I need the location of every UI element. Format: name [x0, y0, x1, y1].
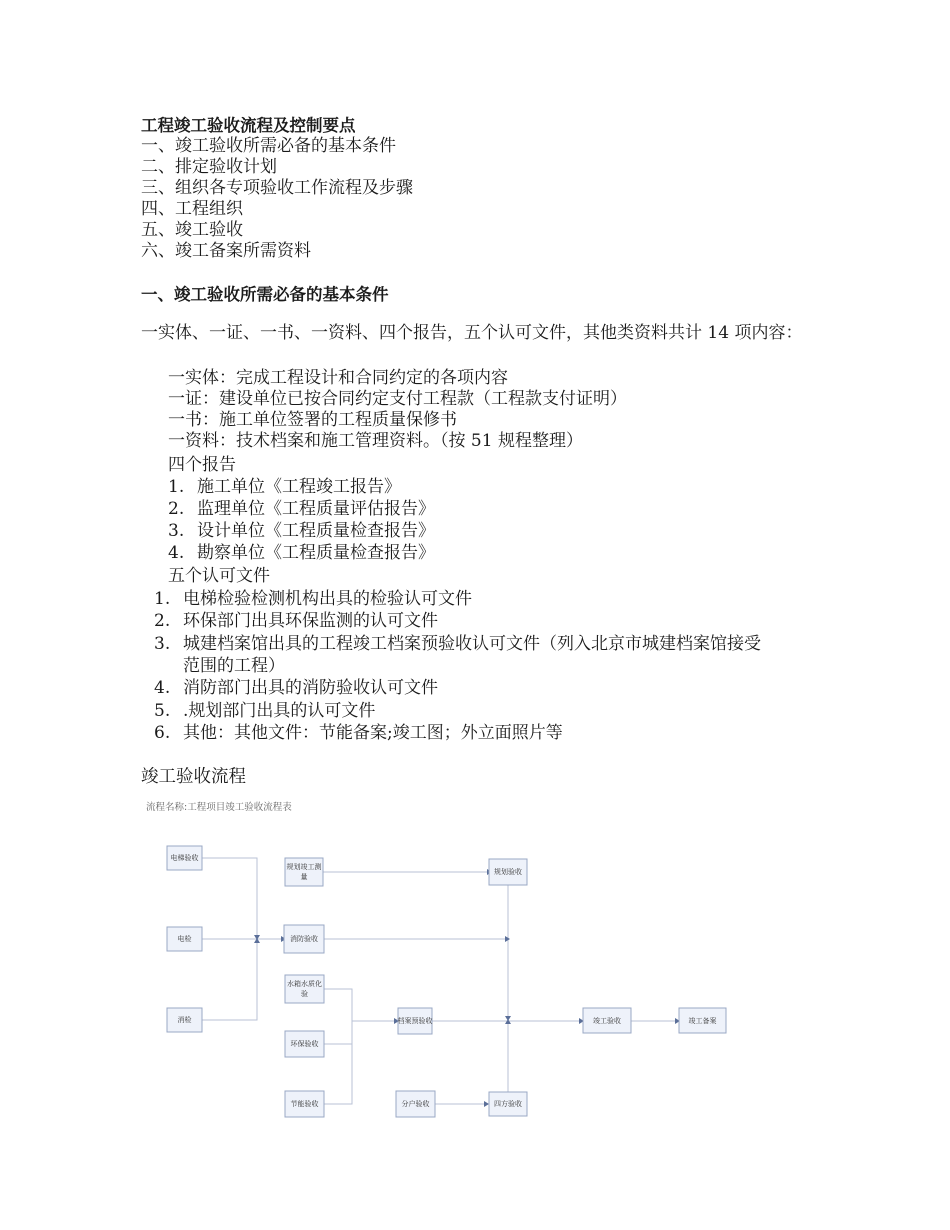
svg-text:水箱水质化: 水箱水质化 [287, 980, 322, 988]
svg-text:竣工验收: 竣工验收 [593, 1017, 621, 1025]
node-fire-inspection [167, 1008, 202, 1032]
svg-text:四方验收: 四方验收 [494, 1100, 522, 1108]
list-number: 5. [154, 701, 171, 721]
section-heading: 一、竣工验收所需必备的基本条件 [141, 285, 389, 304]
node-planning-survey [285, 858, 323, 886]
toc-item: 二、排定验收计划 [141, 157, 277, 177]
condition-item: 一证：建设单位已按合同约定支付工程款（工程款支付证明） [168, 389, 627, 409]
list-number: 3. [154, 634, 171, 654]
list-number: 4. [154, 678, 171, 698]
permit-item: 其他：其他文件：节能备案;竣工图；外立面照片等 [183, 723, 563, 743]
svg-text:电梯验收: 电梯验收 [170, 854, 199, 862]
node-environmental-acceptance [285, 1031, 324, 1057]
report-item: 设计单位《工程质量检查报告》 [197, 521, 435, 541]
node-energy-acceptance [285, 1091, 324, 1117]
permit-item: 环保部门出具环保监测的认可文件 [183, 611, 438, 631]
svg-text:验: 验 [301, 990, 308, 998]
node-fire-acceptance [284, 925, 324, 953]
svg-text:规划竣工测: 规划竣工测 [286, 863, 322, 871]
svg-text:消防验收: 消防验收 [290, 935, 318, 943]
flow-heading: 竣工验收流程 [141, 767, 246, 787]
section-intro: 一实体、一证、一书、一资料、四个报告，五个认可文件，其他类资料共计 14 项内容： [141, 323, 803, 343]
list-number: 2. [168, 499, 185, 519]
node-archive-pre-acceptance [398, 1008, 433, 1034]
report-item: 勘察单位《工程质量检查报告》 [197, 543, 435, 563]
document-title: 工程竣工验收流程及控制要点 [141, 116, 356, 135]
svg-text:竣工备案: 竣工备案 [688, 1017, 717, 1025]
node-planning-acceptance [489, 859, 527, 885]
permit-item-continued: 范围的工程） [183, 656, 285, 676]
node-water-quality [285, 975, 324, 1003]
svg-text:规划验收: 规划验收 [494, 868, 522, 876]
svg-text:环保验收: 环保验收 [290, 1040, 319, 1048]
node-four-party-acceptance [489, 1092, 527, 1116]
svg-text:节能验收: 节能验收 [290, 1100, 319, 1108]
reports-heading: 四个报告 [168, 455, 236, 475]
report-item: 监理单位《工程质量评估报告》 [197, 499, 435, 519]
list-number: 2. [154, 611, 171, 631]
list-number: 6. [154, 723, 171, 743]
condition-item: 一实体：完成工程设计和合同约定的各项内容 [168, 368, 508, 388]
report-item: 施工单位《工程竣工报告》 [197, 477, 401, 497]
svg-text:电检: 电检 [177, 935, 192, 943]
list-number: 4. [168, 543, 185, 563]
toc-item: 六、竣工备案所需资料 [141, 241, 311, 261]
permit-item: 城建档案馆出具的工程竣工档案预验收认可文件（列入北京市城建档案馆接受 [183, 634, 761, 654]
toc-item: 四、工程组织 [141, 199, 243, 219]
list-number: 3. [168, 521, 185, 541]
permit-item: 消防部门出具的消防验收认可文件 [183, 678, 438, 698]
svg-text:分户验收: 分户验收 [401, 1100, 430, 1108]
node-electrical-inspection [167, 927, 202, 951]
condition-item: 一书：施工单位签署的工程质量保修书 [168, 410, 457, 430]
node-completion-filing [679, 1008, 726, 1033]
flow-caption: 流程名称:工程项目竣工验收流程表 [146, 802, 292, 813]
node-elevator-acceptance [167, 846, 202, 870]
permits-heading: 五个认可文件 [168, 566, 270, 586]
list-number: 1. [168, 477, 185, 497]
svg-text:档案预验收: 档案预验收 [397, 1017, 433, 1025]
toc-item: 一、竣工验收所需必备的基本条件 [141, 136, 396, 156]
node-household-acceptance [396, 1091, 435, 1117]
condition-item: 一资料：技术档案和施工管理资料。（按 51 规程整理） [168, 431, 583, 451]
permit-item: .规划部门出具的认可文件 [183, 701, 376, 721]
permit-item: 电梯检验检测机构出具的检验认可文件 [183, 589, 472, 609]
svg-text:量: 量 [300, 873, 308, 881]
node-completion-acceptance [583, 1008, 631, 1033]
flow-connectors [202, 858, 678, 1104]
toc-item: 五、竣工验收 [141, 220, 243, 240]
list-number: 1. [154, 589, 171, 609]
toc-item: 三、组织各专项验收工作流程及步骤 [141, 178, 413, 198]
svg-text:消检: 消检 [177, 1016, 192, 1024]
